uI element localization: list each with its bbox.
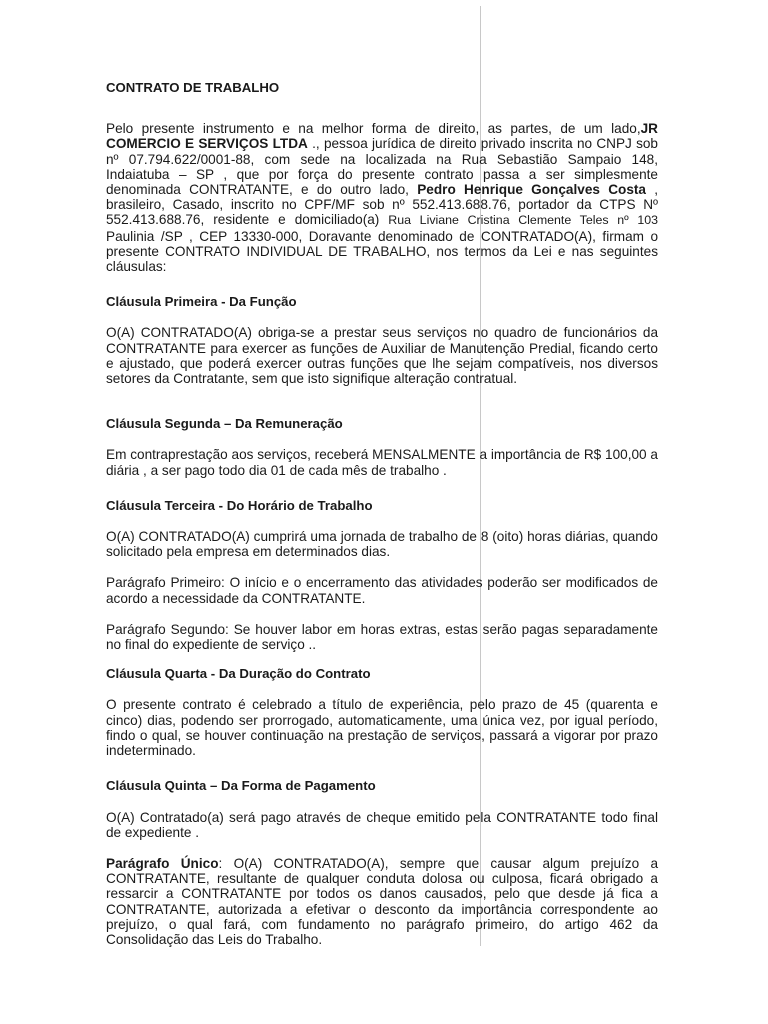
company-name: JR COMERCIO E SERVIÇOS LTDA (106, 121, 658, 152)
clause-5-single-paragraph (106, 856, 658, 947)
clause-1-heading: Cláusula Primeira - Da Função (106, 294, 297, 310)
clause-2-heading: Cláusula Segunda – Da Remuneração (106, 416, 343, 432)
single-paragraph-label: Parágrafo Único (106, 855, 219, 871)
clause-4-text: O presente contrato é celebrado a título de experiência, pelo prazo de 45 (quarenta e cinco) dias, podendo ser prorrogado, automaticamente, uma única vez, por igual período, findo o qual, se houver continuação na prestação de serviços, passará a vigorar por prazo indeterminado. (106, 697, 658, 759)
clause-5-heading: Cláusula Quinta – Da Forma de Pagamento (106, 778, 376, 794)
clause-5-text: O(A) Contratado(a) será pago através de cheque emitido pela CONTRATANTE todo final de expediente . (106, 809, 658, 840)
preamble-text-2: ., pessoa jurídica de direito privado inscrita no CNPJ sob nº 07.794.622/0001-88, com sede na localizada na Rua Sebastião Sampaio 148, Indaiatuba – SP , que por força do presente contrato passa a ser simplesmente denominada CONTRATANTE, e do outro lado, (106, 136, 658, 198)
clause-3-paragraph-2: Parágrafo Segundo: Se houver labor em horas extras, estas serão pagas separadamente no final do expediente de serviço .. (106, 621, 658, 653)
clause-2-text: Em contraprestação aos serviços, receberá MENSALMENTE a importância de R$ 100,00 a diária , a ser pago todo dia 01 de cada mês de trabalho . (106, 447, 658, 478)
preamble-text-1: Pelo presente instrumento e na melhor forma de direito, as partes, de um lado, (106, 121, 641, 137)
clause-3-text: O(A) CONTRATADO(A) cumprirá uma jornada de trabalho de 8 (oito) horas diárias, quando solicitado pela empresa em determinados dias. (106, 529, 658, 560)
clause-1-text: O(A) CONTRATADO(A) obriga-se a prestar seus serviços no quadro de funcionários da CONTRATANTE para exercer as funções de Auxiliar de Manutenção Predial, ficando certo e ajustado, que poderá exercer outras funções que lhe sejam compatíveis, nos diversos setores da Contratante, sem que isto signifique alteração contratual. (106, 325, 658, 387)
preamble-text-4: Paulinia /SP , CEP 13330-000, Doravante denominado de CONTRATADO(A), firmam o presente CONTRATO INDIVIDUAL DE TRABALHO, nos termos da Lei e nas seguintes cláusulas: (106, 228, 658, 275)
document-title: CONTRATO DE TRABALHO (106, 80, 280, 95)
preamble-text-3: , brasileiro, Casado, inscrito no CPF/MF sob nº 552.413.688.76, portador da CTPS Nº 552.413.688.76, residente e domiciliado(a) (106, 182, 659, 228)
clause-3-heading: Cláusula Terceira - Do Horário de Trabalho (106, 497, 373, 513)
document-body (106, 80, 658, 947)
clause-4-heading: Cláusula Quarta - Da Duração do Contrato (106, 666, 371, 682)
employee-name: Pedro Henrique Gonçalves Costa (417, 182, 646, 198)
single-paragraph-text: : O(A) CONTRATADO(A), sempre que causar algum prejuízo a CONTRATANTE, resultante de qualquer conduta dolosa ou culposa, ficará obrigado a ressarcir a CONTRATANTE por todos os danos causados, pelo que desde já fica a CONTRATANTE, autorizada a efetivar o desconto da importância correspondente ao prejuízo, o qual fará, com fundamento no parágrafo primeiro, do artigo 462 da Consolidação das Leis do Trabalho. (106, 855, 659, 947)
preamble-paragraph (106, 121, 658, 274)
employee-street: Rua Liviane Cristina Clemente Teles nº 103 (388, 213, 658, 228)
clause-3-paragraph-1: Parágrafo Primeiro: O início e o encerramento das atividades poderão ser modificados de acordo a necessidade da CONTRATANTE. (106, 575, 658, 606)
